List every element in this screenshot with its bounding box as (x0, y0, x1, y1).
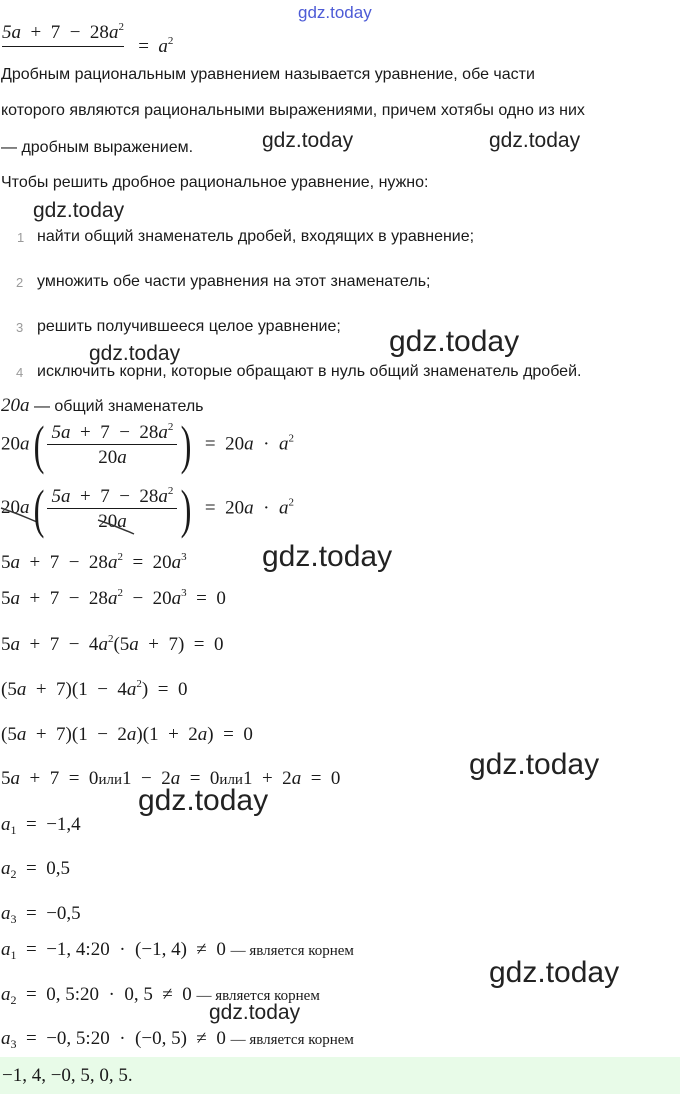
watermark: gdz.today (389, 325, 520, 358)
root-a1: $a_1 = -1,4$ (1, 814, 81, 837)
watermark: gdz.today (89, 342, 181, 365)
step-text: исключить корни, которые обращают в нуль общий знаменатель дробей. (37, 363, 582, 380)
watermark: gdz.today (489, 129, 581, 152)
step-number: 3 (16, 320, 24, 335)
root-label: — является корнем (230, 943, 354, 959)
step-text: умножить обе части уравнения на этот знаменатель; (37, 273, 431, 290)
root-a2: $a_2 = 0,5$ (1, 858, 70, 881)
definition-line-1: Дробным рациональным уравнением называется уравнение, обе части (1, 66, 535, 83)
root-label: — является корнем (196, 988, 320, 1004)
equation-cases: 5a + 7 = 0или1 − 2a = 0или1 + 2a = 0 (1, 768, 341, 789)
step-number: 4 (16, 365, 24, 380)
root-a3-value: −0,5 (46, 903, 81, 924)
watermark: gdz.today (489, 956, 620, 989)
definition-line-3: — дробным выражением. (1, 139, 194, 156)
root-a2-value: 0,5 (46, 858, 70, 879)
root-label: — является корнем (230, 1032, 354, 1048)
watermark: gdz.today (469, 748, 600, 781)
common-denominator-line (1, 395, 203, 417)
or-word: или (98, 772, 122, 788)
equation-line: (5a + 7)(1 − 2a)(1 + 2a) = 0 (1, 724, 253, 745)
answer: −1, 4, −0, 5, 0, 5. (2, 1065, 133, 1086)
watermark: gdz.today (209, 1001, 301, 1024)
watermark-top: gdz.today (298, 3, 372, 22)
definition-line-2: которого являются рациональными выражениями, причем хотябы одно из них (1, 102, 585, 119)
strike-mark (96, 514, 136, 536)
steps-intro: Чтобы решить дробное рациональное уравнение, нужно: (1, 174, 429, 191)
equation-line: $(5a + 7)(1 - 4a^2) = 0$ (1, 678, 188, 700)
cancelled-equation: 20a ( $\frac{5a + 7 - 28a^2}{20a}$ ) = $20a \cdot a^2$ (1, 479, 294, 539)
watermark: gdz.today (138, 784, 269, 817)
watermark: gdz.today (262, 129, 354, 152)
equation-line: $5a + 7 - 28a^2 = 20a^3$ (1, 551, 187, 573)
header-equation: $5a + 7 - 28a^2 = a^2$ (2, 21, 174, 57)
step-number: 2 (16, 275, 24, 290)
common-denominator-label: — общий знаменатель (33, 398, 204, 415)
watermark: gdz.today (262, 540, 393, 573)
check-a1: $a_1 = -1$, 4:20 · (−1, 4) ≠ 0 — является корнем (1, 939, 354, 962)
equation-line: $5a + 7 - 4a^2(5a + 7) = 0$ (1, 633, 224, 655)
root-a3: $a_3 = -0,5$ (1, 903, 81, 926)
check-a3: $a_3 = -0$, 5:20 · (−0, 5) ≠ 0 — является корнем (1, 1028, 354, 1051)
check-a2: $a_2 = 0$, 5:20 · 0, 5 ≠ 0 — является корнем (1, 984, 320, 1007)
root-a1-value: −1,4 (46, 814, 81, 835)
watermark: gdz.today (33, 199, 125, 222)
step-text: найти общий знаменатель дробей, входящих в уравнение; (37, 228, 475, 245)
multiplied-equation: 20a( $\frac{5a + 7 - 28a^2}{20a}$ ) = $20a \cdot a^2$ (1, 415, 294, 475)
step-number: 1 (17, 230, 25, 245)
step-text: решить получившееся целое уравнение; (37, 318, 341, 335)
or-word: или (219, 772, 243, 788)
equation-line: $5a + 7 - 28a^2 - 20a^3 = 0$ (1, 587, 226, 609)
common-denominator-expr: 20a (1, 395, 30, 416)
